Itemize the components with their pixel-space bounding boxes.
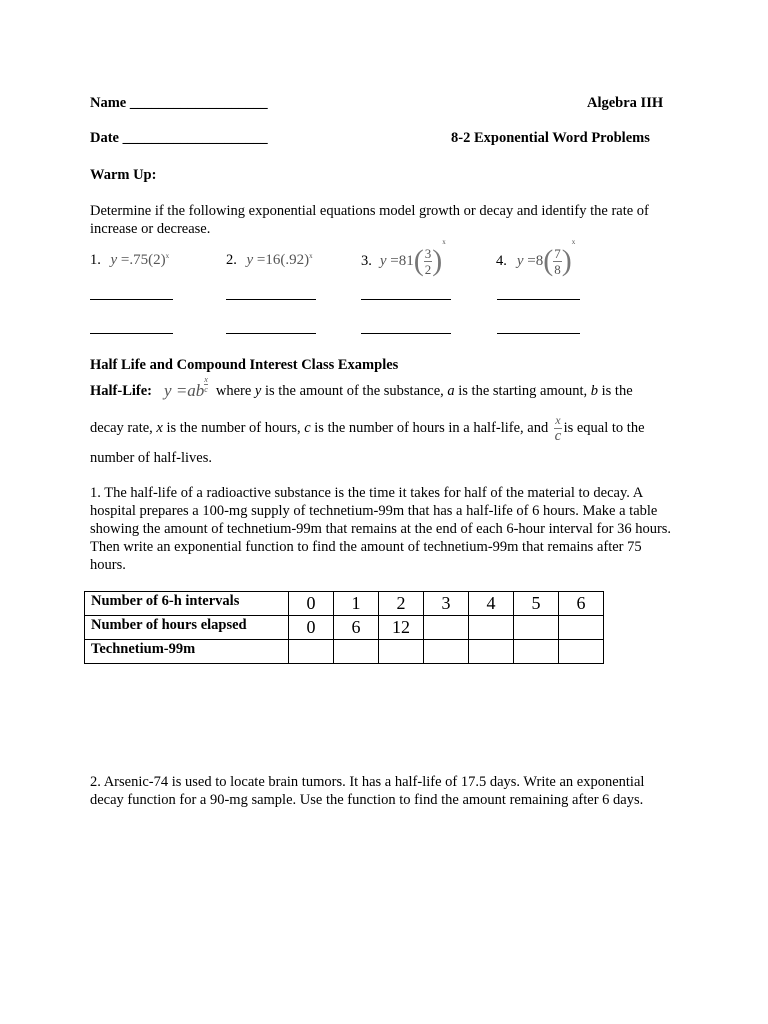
answer-blank[interactable]: [90, 299, 173, 300]
row-label: Number of hours elapsed: [85, 616, 289, 640]
answer-blank[interactable]: [497, 299, 580, 300]
date-field-label: Date ____________________: [90, 130, 268, 146]
table-cell[interactable]: [559, 616, 604, 640]
warmup-problem-2: [226, 252, 313, 269]
answer-blank[interactable]: [497, 333, 580, 334]
formula-lhs: y: [164, 381, 172, 400]
eq-exponent: x: [442, 238, 446, 246]
table-cell: 0: [289, 616, 334, 640]
answer-blank[interactable]: [90, 333, 173, 334]
answer-blank[interactable]: [226, 333, 316, 334]
technetium-table: [84, 591, 604, 664]
table-cell[interactable]: [514, 640, 559, 664]
table-row: [85, 616, 604, 640]
warmup-problem-1: [90, 252, 169, 269]
fraction-numerator: 7: [554, 245, 561, 261]
worksheet-title: 8-2 Exponential Word Problems: [451, 130, 650, 146]
table-cell[interactable]: [424, 640, 469, 664]
formula-rhs: =ab: [175, 381, 205, 400]
answer-blank[interactable]: [361, 299, 451, 300]
eq-lhs: y: [516, 252, 524, 269]
eq-lhs: y: [246, 252, 254, 268]
halflife-definition-cont: decay rate, x is the number of hours, c is the number of hours in a half-life, and $\frac{x}{c}$ is equal to the: [90, 412, 645, 444]
answer-blank[interactable]: [226, 299, 316, 300]
problem-number: 3.: [361, 252, 372, 269]
table-cell[interactable]: [559, 640, 604, 664]
problem-number: 1.: [90, 252, 101, 268]
halflife-definition-end: number of half-lives.: [90, 450, 213, 466]
eq-exponent: x: [309, 252, 313, 260]
warmup-instructions: Determine if the following exponential equations model growth or decay and identify the rate of increase or decrease.: [90, 203, 649, 237]
table-cell: 2: [379, 592, 424, 616]
table-cell[interactable]: [469, 640, 514, 664]
answer-blank[interactable]: [361, 333, 451, 334]
table-row: [85, 592, 604, 616]
problem-number: 2.: [226, 252, 237, 268]
table-cell[interactable]: [289, 640, 334, 664]
section-heading: Half Life and Compound Interest Class Examples: [90, 357, 399, 373]
eq-rhs: =8: [527, 252, 544, 269]
halflives-fraction: $\frac{x}{c}$: [554, 412, 562, 444]
table-cell[interactable]: [379, 640, 424, 664]
eq-rhs: =81: [390, 252, 414, 269]
eq-exponent: x: [165, 252, 170, 260]
problem-number: 4.: [496, 252, 507, 269]
warmup-problem-3: 3. y =81 ( $\frac{3}{2}$ ) x: [361, 238, 446, 277]
table-row: [85, 640, 604, 664]
eq-exponent: x: [571, 238, 576, 246]
name-field-label: Name ___________________: [90, 95, 268, 111]
warmup-heading: Warm Up:: [90, 167, 157, 183]
row-label: Number of 6-h intervals: [85, 592, 289, 616]
eq-rhs: =16(.92): [256, 252, 310, 268]
problem-1-text: 1. The half-life of a radioactive substance is the time it takes for half of the material to decay. A hospital prepares a 100-mg supply of technetium-99m that has a half-life of 6 hours. Make a table showing the amount of technetium-99m that remains at the end of each 6-hour interval for 36 hours. Then write an exponential function to find the amount of technetium-99m that remains after 75 hours.: [90, 485, 672, 573]
eq-rhs: =.75(2): [120, 252, 166, 268]
table-cell: 0: [289, 592, 334, 616]
table-cell: 12: [379, 616, 424, 640]
table-cell[interactable]: [469, 616, 514, 640]
problem-2-text: 2. Arsenic-74 is used to locate brain tumors. It has a half-life of 17.5 days. Write an exponential decay function for a 90-mg sample. Use the function to find the amount remaining after 6 days.: [90, 774, 645, 808]
eq-lhs: y: [110, 252, 118, 268]
row-label: Technetium-99m: [85, 640, 289, 664]
fraction-denominator: 2: [424, 261, 432, 277]
table-cell: 1: [334, 592, 379, 616]
eq-lhs: y: [379, 252, 387, 269]
table-cell: 4: [469, 592, 514, 616]
warmup-problem-4: 4. y =8 ( $\frac{7}{8}$ ) x: [496, 238, 576, 277]
fraction-numerator: 3: [424, 245, 432, 261]
table-cell: 6: [559, 592, 604, 616]
course-name: Algebra IIH: [587, 95, 664, 111]
table-cell: 5: [514, 592, 559, 616]
halflife-definition: Half-Life: y =ab x c where y is the amount of the substance, a is the starting amount, b is the: [90, 375, 633, 400]
table-cell[interactable]: [334, 640, 379, 664]
formula-exponent: x c: [204, 375, 208, 394]
halflife-label: Half-Life:: [90, 382, 153, 399]
table-cell[interactable]: [514, 616, 559, 640]
table-cell: 3: [424, 592, 469, 616]
table-cell: 6: [334, 616, 379, 640]
table-cell[interactable]: [424, 616, 469, 640]
fraction-denominator: 8: [554, 261, 561, 277]
